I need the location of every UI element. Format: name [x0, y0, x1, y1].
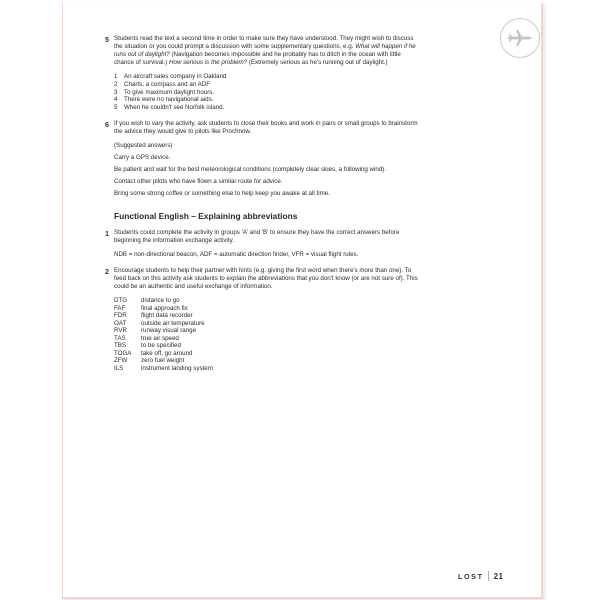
list-item: ILS instrument landing system: [114, 364, 213, 372]
item-6-text: If you wish to vary the activity, ask students to close their books and work in pairs or small groups to brainstorm the advice they would give to pilots like Prochnow.: [114, 119, 418, 135]
item-number: 6: [105, 119, 109, 129]
section-heading: Functional English – Explaining abbreviations: [114, 210, 298, 221]
list-item: TAS true air speed: [114, 334, 179, 342]
item-5-text: Students read the text a second time in order to make sure they have understood. They might wish to discuss the situation or you could prompt a discussion with some supplementary questions, e.g. What will happen if he runs out of daylight? (Navigation becomes impossible and he probably has to ditch in the ocean with little chance of survival.) How serious is the problem? (Extremely serious as he's running out of daylight.): [114, 35, 416, 67]
advice-line: Contact other pilots who have flown a similar route for advice.: [114, 178, 283, 186]
abbreviation-list: [114, 297, 419, 372]
abbreviation-note: NDB = non-directional beacon, ADF = automatic direction finder, VFR = visual flight rules.: [114, 250, 359, 258]
list-item: ZFW zero fuel weight: [114, 357, 185, 365]
list-item: 4 There were no navigational aids.: [114, 96, 214, 104]
list-item: 3 To give maximum daylight hours.: [114, 88, 215, 96]
functional-item-2: [105, 266, 419, 372]
list-item: TOGA take off, go around: [114, 349, 193, 357]
answer-list: [114, 73, 419, 112]
item-6: [105, 119, 419, 199]
page-footer: [458, 571, 503, 581]
list-item: TBS to be specified: [114, 342, 181, 350]
airplane-icon: [505, 23, 535, 53]
list-item: OAT outside air temperature: [114, 319, 205, 327]
item-number: 2: [105, 266, 109, 276]
item-number: 5: [105, 35, 109, 44]
advice-line: Bring some strong coffee or something else to help keep you awake at all time.: [114, 190, 330, 198]
suggested-label: (Suggested answers): [114, 142, 173, 150]
functional-item-1: [105, 228, 419, 259]
list-item: RVR runway visual range: [114, 327, 197, 335]
airplane-badge: [500, 18, 540, 58]
functional-item-1-text: Students could complete the activity in groups 'A' and 'B' to ensure they have the correct answers before beginning the information exchange activity.: [114, 228, 400, 244]
advice-line: Be patient and wait for the best meteorological conditions (completely clear skies, a following wind).: [114, 166, 387, 174]
page-number: 21: [493, 571, 504, 581]
functional-item-2-text: Encourage students to help their partner with hints (e.g. giving the first word when there's more than one). To feed back on this activity ask students to explain the abbreviations that you don't know (or are not sure of). This could be an authentic and useful exchange of information.: [114, 266, 418, 291]
list-item: 1 An aircraft sales company in Oakland: [114, 73, 227, 81]
item-number: 1: [105, 228, 109, 238]
advice-line: Carry a GPS device.: [114, 154, 171, 162]
list-item: FAF final approach fix: [114, 304, 188, 312]
teacher-notes: [105, 35, 419, 372]
item-5: [105, 35, 419, 112]
list-item: 2 Charts, a compass and an ADF: [114, 81, 210, 89]
list-item: DTG distance to go: [114, 297, 180, 305]
footer-divider: [488, 571, 489, 581]
unit-name: LOST: [458, 571, 484, 581]
list-item: 5 When he couldn't see Norfolk island.: [114, 104, 225, 112]
list-item: FDR flight data recorder: [114, 312, 193, 320]
